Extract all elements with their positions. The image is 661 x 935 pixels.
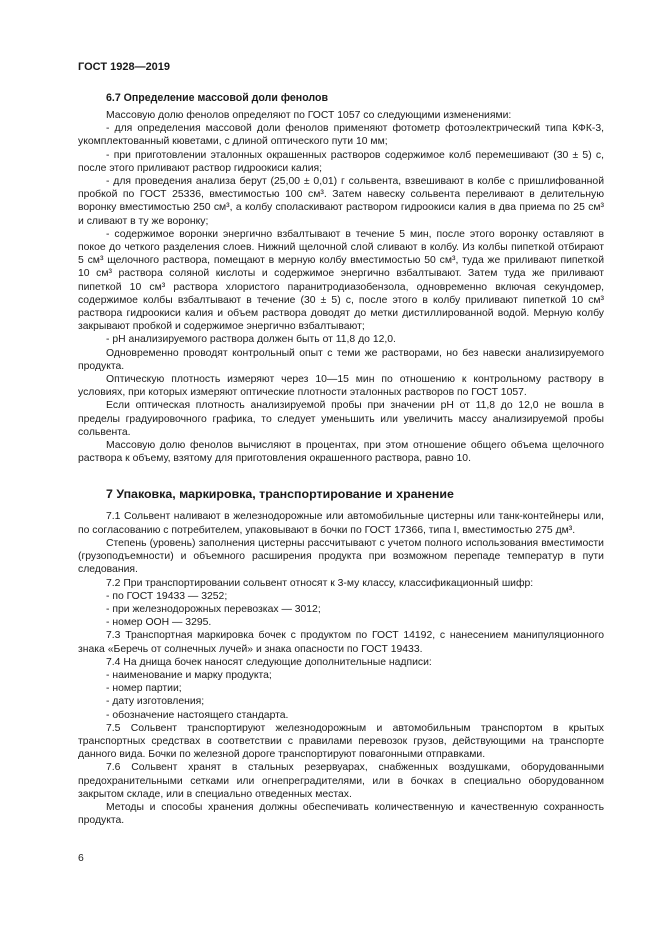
list-item: - pH анализируемого раствора должен быть от 11,8 до 12,0. bbox=[106, 334, 396, 346]
list-item: - по ГОСТ 19433 — 3252; bbox=[106, 590, 228, 602]
list-item: - содержимое воронки энергично взбалтывают в течение 5 мин, после этого воронку оставляют в покое до четкого разделения слоев. Нижний щелочной слой сливают в колбу. Из колбы пипеткой отбирают 5 см³ щелочного раствора, помещают в мерную колбу вместимостью 50 см³, туда же приливают пипеткой 10 см³ раствора соляной кислоты и содержимое энергично взбалтывают. Затем туда же приливают пипеткой 10 см³ раствора хлористого паранитродиазобензола, одновременно включая секундомер, содержимое колбы взбалтывают в течение (30 ± 5) с, после этого в колбу приливают пипеткой 10 см³ раствора гидроокиси калия и объем раствора доводят до метки дистиллированной водой. Мерную колбу закрывают пробкой и содержимое энергично взбалтывают; bbox=[78, 228, 604, 333]
list-item: - для проведения анализа берут (25,00 ± 0,01) г сольвента, взвешивают в колбе с пришлифованной пробкой по ГОСТ 25336, вместимостью 100 см³. Затем навеску сольвента переливают в делительную воронку вместимостью 250 см³, а колбу споласкивают раствором гидроокиси калия в два приема по 25 см³ и сливают в ту же воронку; bbox=[78, 176, 604, 227]
section-6-7-heading: 6.7 Определение массовой доли фенолов bbox=[106, 92, 328, 104]
document-header: ГОСТ 1928—2019 bbox=[78, 61, 171, 73]
paragraph: Если оптическая плотность анализируемой пробы при значении pH от 11,8 до 12,0 не вошла в пределы градуировочного графика, то следует уменьшить или увеличить массу анализируемой пробы сольвента. bbox=[78, 400, 604, 438]
paragraph: 7.4 На днища бочек наносят следующие дополнительные надписи: bbox=[106, 656, 432, 668]
page-number: 6 bbox=[78, 853, 84, 864]
paragraph: Методы и способы хранения должны обеспечивать количественную и качественную сохранность продукта. bbox=[78, 801, 604, 827]
paragraph: Степень (уровень) заполнения цистерны рассчитывают с учетом полного использования вместимости (грузоподъемности) и объемного расширения продукта при возможном перепаде температур в пути следования. bbox=[78, 537, 604, 576]
paragraph: Оптическую плотность измеряют через 10—15 мин по отношению к контрольному раствору в условиях, при которых измеряют оптические плотности эталонных растворов по ГОСТ 1057. bbox=[78, 374, 604, 399]
paragraph: Массовую долю фенолов определяют по ГОСТ 1057 со следующими изменениями: bbox=[106, 110, 512, 121]
document-body bbox=[78, 92, 604, 827]
section-7-heading: 7 Упаковка, маркировка, транспортирование и хранение bbox=[106, 487, 454, 502]
paragraph: 7.5 Сольвент транспортируют железнодорожным и автомобильным транспортом в крытых транспортных средствах в соответствии с правилами перевозок грузов, действующими на транспорте данного вида. Бочки по железной дороге транспортируют повагонными отправками. bbox=[78, 722, 604, 761]
list-item: - наименование и марку продукта; bbox=[106, 669, 272, 681]
list-item: - при приготовлении эталонных окрашенных растворов содержимое колб перемешивают (30 ± 5) с, после этого приливают раствор гидроокиси калия; bbox=[78, 149, 604, 174]
list-item: - для определения массовой доли фенолов применяют фотометр фотоэлектрический типа КФК-3, укомплектованный кюветами, с длиной оптического пути 10 мм; bbox=[78, 123, 604, 148]
paragraph: 7.3 Транспортная маркировка бочек с продуктом по ГОСТ 14192, с нанесением манипуляционного знака «Беречь от солнечных лучей» и знака опасности по ГОСТ 19433. bbox=[78, 630, 604, 655]
list-item: - при железнодорожных перевозках — 3012; bbox=[106, 603, 321, 615]
list-item: - номер партии; bbox=[106, 683, 182, 695]
paragraph: Массовую долю фенолов вычисляют в процентах, при этом отношение общего объема щелочного раствора к объему, взятому для приготовления окрашенного раствора, равно 10. bbox=[78, 440, 604, 465]
paragraph: 7.2 При транспортировании сольвент относят к 3-му классу, классификационный шифр: bbox=[106, 577, 534, 589]
list-item: - номер ООН — 3295. bbox=[106, 617, 212, 629]
paragraph: Одновременно проводят контрольный опыт с теми же растворами, но без навески анализируемого продукта. bbox=[78, 347, 604, 372]
paragraph: 7.1 Сольвент наливают в железнодорожные или автомобильные цистерны или танк-контейнеры или, по согласованию с потребителем, упаковывают в бочки по ГОСТ 17366, типа I, вместимостью 275 дм³. bbox=[78, 511, 604, 536]
list-item: - дату изготовления; bbox=[106, 696, 205, 708]
paragraph: 7.6 Сольвент хранят в стальных резервуарах, снабженных воздушками, оборудованными предохранительными сетками или огнепреградителями, или в бочках в специально оборудованном закрытом складе, или в специально отведенных местах. bbox=[78, 762, 604, 800]
list-item: - обозначение настоящего стандарта. bbox=[106, 709, 289, 721]
